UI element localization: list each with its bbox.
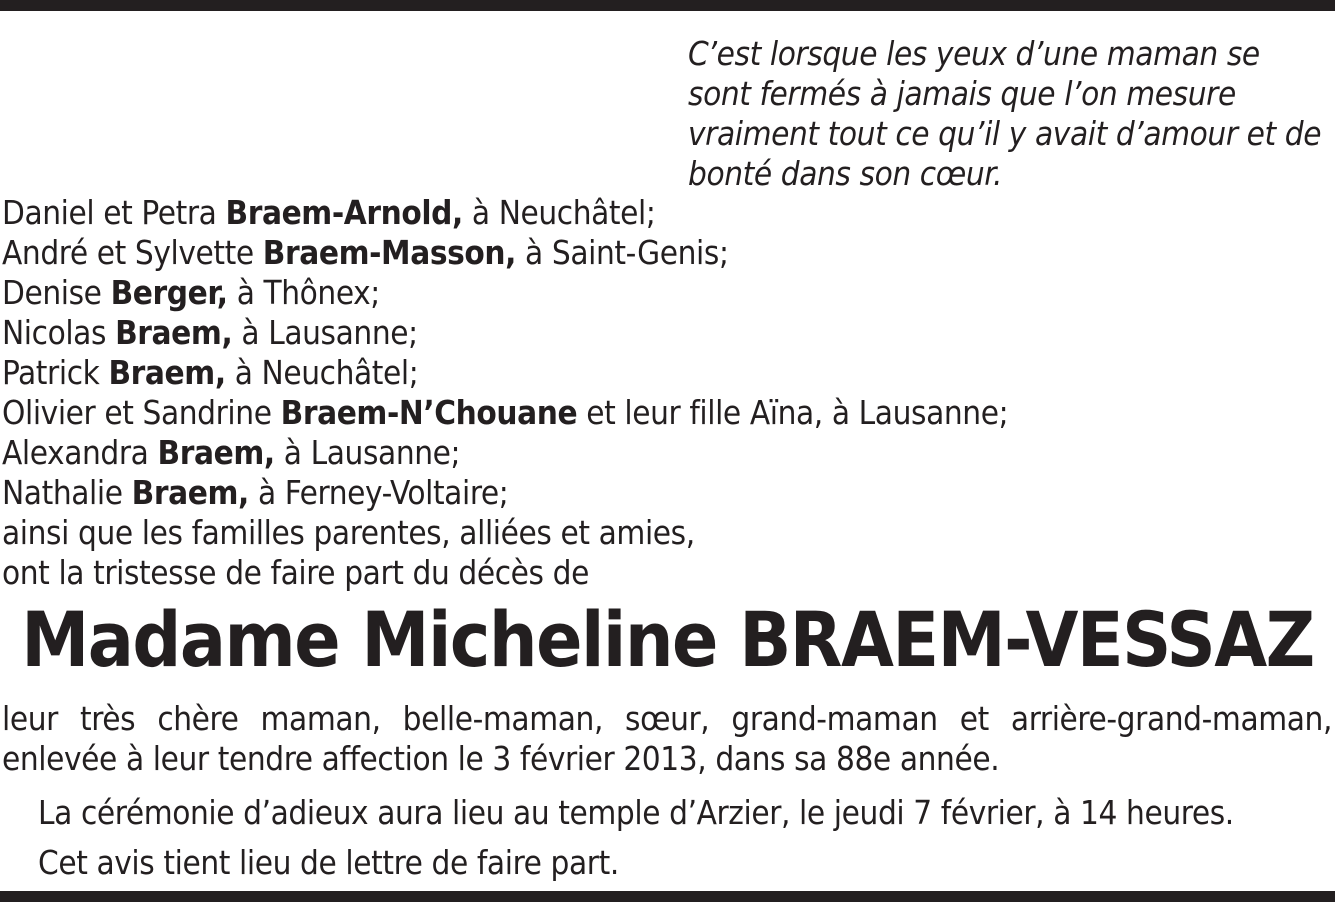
ceremony-note: La cérémonie d’adieux aura lieu au temple d’Arzier, le jeudi 7 février, à 14 heures.: [38, 793, 1234, 832]
family-member: [2, 433, 1008, 473]
bottom-rule: [0, 891, 1335, 902]
quote-line: vraiment tout ce qu’il y avait d’amour et de: [688, 114, 1322, 153]
closing-line-announcement: ont la tristesse de faire part du décès de: [2, 553, 589, 592]
member-first-names: Alexandra: [2, 433, 158, 472]
member-surname: Berger,: [110, 273, 228, 312]
family-member: [2, 313, 1008, 353]
top-rule: [0, 0, 1335, 11]
epigraph-quote: [688, 34, 1333, 194]
description-line-date: enlevée à leur tendre affection le 3 février 2013, dans sa 88e année.: [2, 739, 1000, 778]
quote-line: C’est lorsque les yeux d’une maman se: [688, 34, 1260, 73]
family-list: [2, 193, 1008, 593]
member-location: à Lausanne;: [274, 433, 461, 472]
family-member: [2, 393, 1008, 433]
member-first-names: Daniel et Petra: [2, 193, 226, 232]
family-member: [2, 193, 1008, 233]
family-member: [2, 473, 1008, 513]
family-member: [2, 273, 1008, 313]
member-surname: Braem-Arnold,: [225, 193, 463, 232]
deceased-name: Madame Micheline BRAEM-VESSAZ: [21, 595, 1314, 684]
member-first-names: Nathalie: [2, 473, 132, 512]
member-first-names: André et Sylvette: [2, 233, 263, 272]
member-first-names: Nicolas: [2, 313, 116, 352]
member-surname: Braem,: [108, 353, 226, 392]
quote-line: sont fermés à jamais que l’on mesure: [688, 74, 1236, 113]
member-location: et leur fille Aïna, à Lausanne;: [577, 393, 1009, 432]
family-member: [2, 233, 1008, 273]
notes: [38, 788, 1234, 888]
quote-line: bonté dans son cœur.: [688, 154, 1003, 193]
closing-line-families: ainsi que les familles parentes, alliées et amies,: [2, 513, 695, 552]
family-member: [2, 353, 1008, 393]
member-location: à Ferney-Voltaire;: [248, 473, 509, 512]
member-first-names: Patrick: [2, 353, 109, 392]
notice-note: Cet avis tient lieu de lettre de faire part.: [38, 843, 619, 882]
member-location: à Thônex;: [227, 273, 380, 312]
member-surname: Braem-N’Chouane: [280, 393, 578, 432]
member-location: à Saint-Genis;: [516, 233, 729, 272]
member-location: à Neuchâtel;: [225, 353, 419, 392]
member-location: à Lausanne;: [232, 313, 418, 352]
member-surname: Braem-Masson,: [262, 233, 517, 272]
member-surname: Braem,: [115, 313, 233, 352]
member-location: à Neuchâtel;: [462, 193, 656, 232]
member-surname: Braem,: [131, 473, 249, 512]
member-surname: Braem,: [157, 433, 275, 472]
description-paragraph: [2, 699, 1332, 779]
member-first-names: Denise: [2, 273, 111, 312]
description-line-relations: leur très chère maman, belle-maman, sœur, grand-maman et arrière-grand-maman,: [2, 699, 1332, 738]
member-first-names: Olivier et Sandrine: [2, 393, 281, 432]
